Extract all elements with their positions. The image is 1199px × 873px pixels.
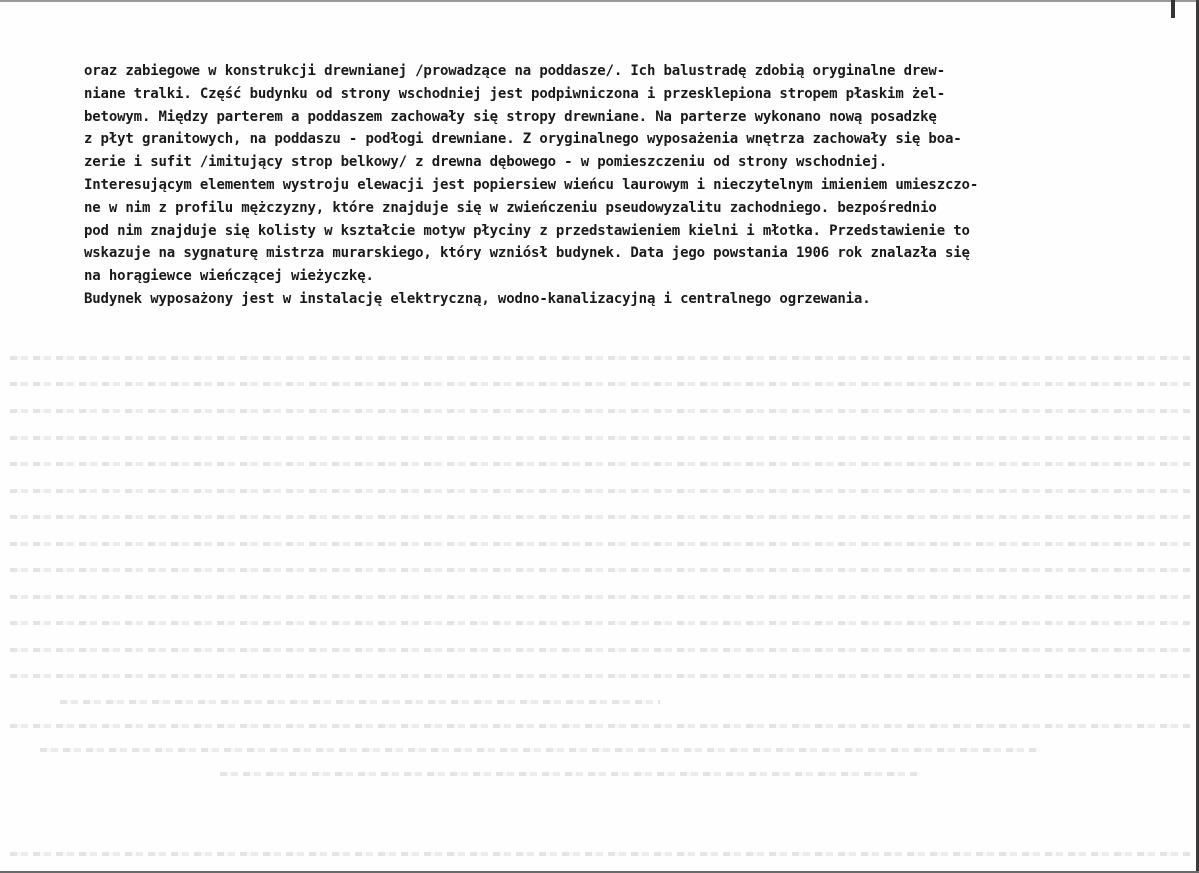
show-through-line [10,515,1190,519]
text-line: wskazuje na sygnaturę mistrza murarskiego, który wzniósł budynek. Data jego powstania 1906 rok znalazła się [84,245,970,262]
show-through-line [10,542,1190,546]
show-through-line [10,648,1190,652]
show-through-line [10,674,1190,678]
show-through-line [10,462,1190,466]
text-line: niane tralki. Część budynku od strony wschodniej jest podpiwniczona i przesklepiona stropem płaskim żel- [84,85,945,102]
show-through-line [10,852,1190,856]
text-line: z płyt granitowych, na poddaszu - podłogi drewniane. Z oryginalnego wyposażenia wnętrza zachowały się boa- [84,131,962,148]
show-through-line [60,700,660,704]
show-through-line [220,772,920,776]
text-line: pod nim znajduje się kolisty w kształcie motyw płyciny z przedstawieniem kielni i młotka. Przedstawienie to [84,222,970,239]
typed-text-block [84,60,1174,311]
show-through-line [10,356,1190,360]
show-through-line [10,595,1190,599]
show-through-line [40,748,1040,752]
page-top-edge [0,0,1199,2]
text-line: na horągiewce wieńczącej wieżyczkę. [84,268,374,285]
show-through-line [10,489,1190,493]
corner-mark [1171,0,1175,18]
show-through-line [10,724,1190,728]
text-line: Budynek wyposażony jest w instalację elektryczną, wodno-kanalizacyjną i centralnego ogrzewania. [84,290,871,307]
show-through-line [10,409,1190,413]
text-line: betowym. Między parterem a poddaszem zachowały się stropy drewniane. Na parterze wykonano nową posadzkę [84,108,937,125]
show-through-line [10,621,1190,625]
text-line: oraz zabiegowe w konstrukcji drewnianej /prowadzące na poddasze/. Ich balustradę zdobią oryginalne drew- [84,63,945,79]
text-line: ne w nim z profilu mężczyzny, które znajduje się w zwieńczeniu pseudowyzalitu zachodniego. bezpośrednio [84,199,937,216]
show-through-line [10,436,1190,440]
show-through-line [10,568,1190,572]
text-line: zerie i sufit /imitujący strop belkowy/ z drewna dębowego - w pomieszczeniu od strony wschodniej. [84,154,888,171]
text-line: Interesującym elementem wystroju elewacji jest popiersiew wieńcu laurowym i nieczytelnym imieniem umieszczo- [84,176,979,193]
show-through-line [10,382,1190,386]
